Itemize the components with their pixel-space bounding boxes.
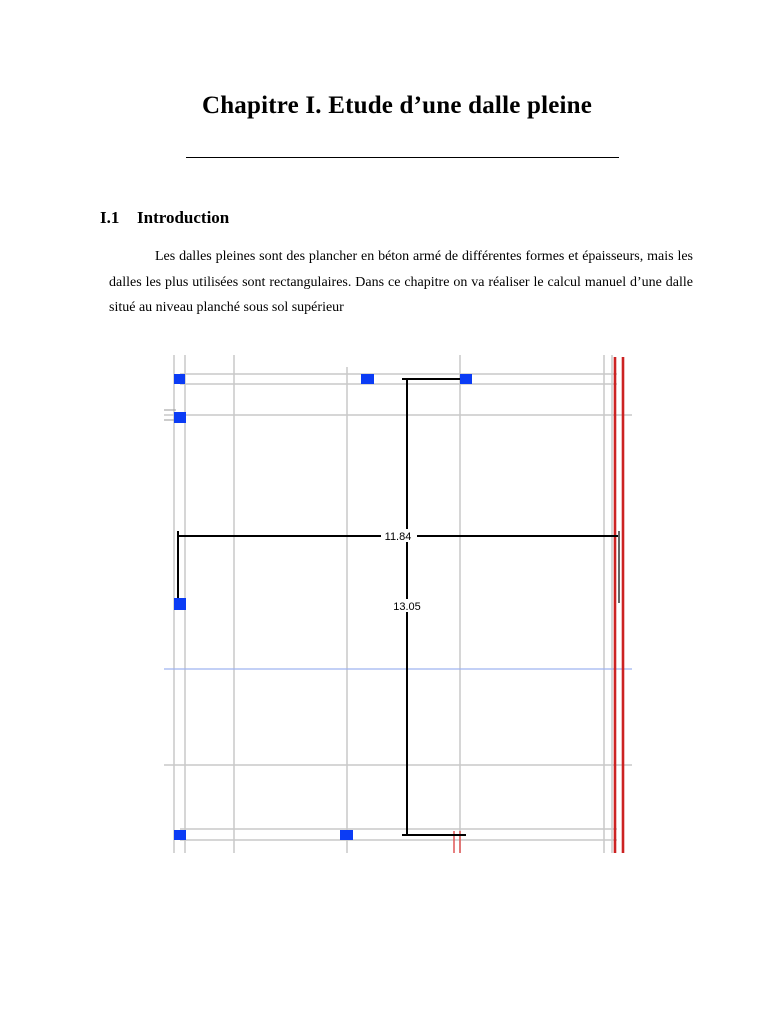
dimension-label-vertical: 13.05: [393, 601, 421, 613]
title-underline: [186, 157, 619, 158]
section-number: I.1: [100, 208, 120, 227]
slab-plan-figure: [162, 355, 637, 855]
chapter-title: Chapitre I. Etude d’une dalle pleine: [201, 92, 593, 119]
column-marker: [340, 830, 353, 840]
boundary-lines: [615, 357, 623, 853]
column-marker: [361, 374, 374, 384]
column-marker: [174, 598, 186, 610]
slab-plan-drawing: [162, 355, 637, 855]
intro-paragraph: Les dalles pleines sont des plancher en béton armé de différentes formes et épaisseurs, mais les dalles les plus utilisées sont rectangulaires. Dans ce chapitre on va réaliser le calcul manuel d’une dalle situé au niveau planché sous sol supérieur: [109, 249, 693, 315]
section-heading: [100, 208, 229, 228]
column-marker: [174, 412, 186, 423]
section-title: Introduction: [137, 208, 230, 227]
column-markers: [174, 374, 472, 840]
column-marker: [174, 374, 185, 384]
column-marker: [460, 374, 472, 384]
column-marker: [174, 830, 186, 840]
dimension-label-horizontal: 11.84: [384, 531, 412, 543]
